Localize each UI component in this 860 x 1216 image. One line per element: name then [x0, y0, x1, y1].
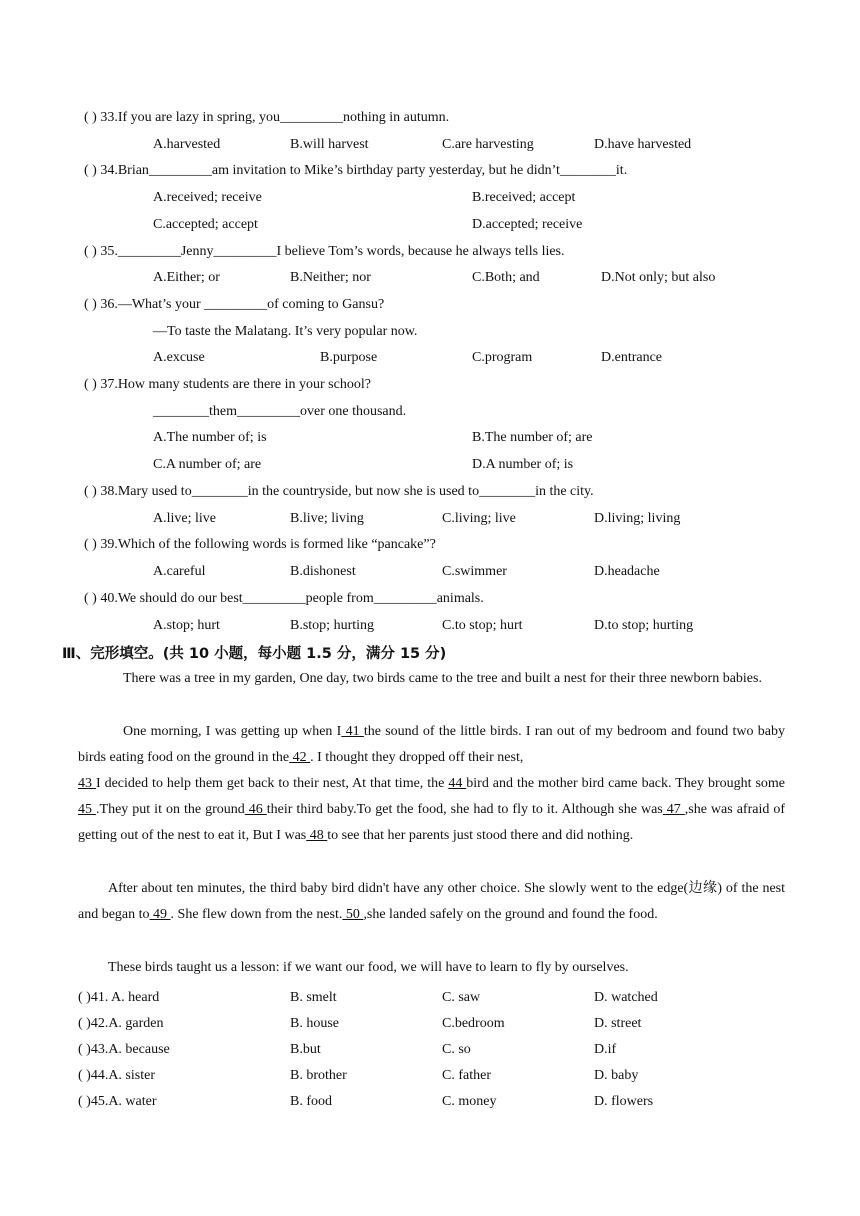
section-heading: Ⅲ、完形填空。(共 10 小题，每小题 1.5 分，满分 15 分)	[62, 646, 447, 662]
cloze-q45-opt-d: D. flowers	[594, 1094, 654, 1109]
cloze-q42-opt-c: C.bedroom	[442, 1016, 505, 1031]
q35-opt-c: C.Both; and	[472, 270, 540, 285]
q38-stem: ( ) 38.Mary used to________in the countryside, but now she is used to________in the city.	[84, 484, 594, 499]
q39-opt-a: A.careful	[153, 564, 206, 579]
q40-opt-c: C.to stop; hurt	[442, 618, 523, 633]
q34-opt-c: C.accepted; accept	[153, 217, 258, 232]
q40-opt-b: B.stop; hurting	[290, 618, 375, 633]
cloze-q44-stem: ( )44.A. sister	[78, 1068, 155, 1083]
q40-opt-a: A.stop; hurt	[153, 618, 220, 633]
q36-opt-d: D.entrance	[601, 350, 663, 365]
q33-opt-b: B.will harvest	[290, 137, 369, 152]
q39-opt-d: D.headache	[594, 564, 660, 579]
q39-opt-b: B.dishonest	[290, 564, 356, 579]
q37-opt-b: B.The number of; are	[472, 430, 593, 445]
cloze-q42-opt-b: B. house	[290, 1016, 339, 1031]
cloze-q45-stem: ( )45.A. water	[78, 1094, 157, 1109]
q36-opt-a: A.excuse	[153, 350, 205, 365]
q39-opt-c: C.swimmer	[442, 564, 507, 579]
blank-46: 46	[244, 802, 267, 817]
blank-45: 45	[78, 802, 97, 817]
cloze-q41-opt-c: C. saw	[442, 990, 481, 1005]
q33-opt-c: C.are harvesting	[442, 137, 534, 152]
passage-paragraph-1: There was a tree in my garden, One day, two birds came to the tree and built a nest for their three newborn babies.	[123, 671, 762, 686]
q34-opt-a: A.received; receive	[153, 190, 262, 205]
cloze-q43-opt-b: B.but	[290, 1042, 321, 1057]
q36-opt-b: B.purpose	[320, 350, 378, 365]
q36-stem: ( ) 36.—What’s your _________of coming to Gansu?	[84, 297, 385, 312]
cloze-q44-opt-d: D. baby	[594, 1068, 639, 1083]
q36-stem-2: —To taste the Malatang. It’s very popular now.	[153, 324, 418, 339]
q33-opt-a: A.harvested	[153, 137, 221, 152]
q36-opt-c: C.program	[472, 350, 533, 365]
q37-opt-a: A.The number of; is	[153, 430, 267, 445]
q35-opt-d: D.Not only; but also	[601, 270, 716, 285]
q37-stem-2: ________them_________over one thousand.	[153, 404, 407, 419]
blank-48: 48	[306, 828, 328, 843]
blank-44: 44	[448, 776, 467, 791]
q34-opt-b: B.received; accept	[472, 190, 576, 205]
q37-opt-c: C.A number of; are	[153, 457, 262, 472]
q33-opt-d: D.have harvested	[594, 137, 692, 152]
q38-opt-d: D.living; living	[594, 511, 681, 526]
blank-43: 43	[78, 776, 96, 791]
q35-opt-a: A.Either; or	[153, 270, 220, 285]
cloze-q44-opt-c: C. father	[442, 1068, 491, 1083]
q34-opt-d: D.accepted; receive	[472, 217, 583, 232]
blank-50: 50	[342, 907, 364, 922]
cloze-q45-opt-c: C. money	[442, 1094, 497, 1109]
q40-opt-d: D.to stop; hurting	[594, 618, 694, 633]
cloze-q43-opt-d: D.if	[594, 1042, 617, 1057]
cloze-q41-stem: ( )41. A. heard	[78, 990, 160, 1005]
q35-stem: ( ) 35._________Jenny_________I believe Tom’s words, because he always tells lies.	[84, 244, 565, 259]
cloze-q41-opt-b: B. smelt	[290, 990, 337, 1005]
q37-stem: ( ) 37.How many students are there in your school?	[84, 377, 371, 392]
q38-opt-b: B.live; living	[290, 511, 364, 526]
blank-41: 41	[341, 724, 364, 739]
q34-stem: ( ) 34.Brian_________am invitation to Mike’s birthday party yesterday, but he didn’t________it.	[84, 163, 628, 178]
cloze-q43-opt-c: C. so	[442, 1042, 471, 1057]
q40-stem: ( ) 40.We should do our best_________people from_________animals.	[84, 591, 484, 606]
passage-paragraph-4: These birds taught us a lesson: if we want our food, we will have to learn to fly by ourselves.	[108, 960, 629, 975]
blank-42: 42	[289, 750, 311, 765]
cloze-q45-opt-b: B. food	[290, 1094, 332, 1109]
q39-stem: ( ) 39.Which of the following words is formed like “pancake”?	[84, 537, 436, 552]
passage-paragraph-2: One morning, I was getting up when I 41 the sound of the little birds. I ran out of my bedroom and found two baby birds eating food on the ground in the 42 . I thought they dropped off their nest, 43 I decided to help them get back to their nest, At that time, the 44 bird and the mother bird came back. They brought some 45 .They put it on the ground 46 their third baby.To get the food, she had to fly to it. Although she was 47 ,she was afraid of getting out of the nest to eat it, But I was 48 to see that her parents just stood there and did nothing.	[78, 724, 786, 843]
q38-opt-c: C.living; live	[442, 511, 516, 526]
blank-49: 49	[149, 907, 171, 922]
passage-paragraph-3: After about ten minutes, the third baby bird didn't have any other choice. She slowly went to the edge(边缘) of the nest and began to 49 . She flew down from the nest. 50 ,she landed safely on the ground and found the food.	[78, 881, 785, 922]
cloze-q43-stem: ( )43.A. because	[78, 1042, 170, 1057]
cloze-q42-opt-d: D. street	[594, 1016, 642, 1031]
cloze-q44-opt-b: B. brother	[290, 1068, 347, 1083]
q38-opt-a: A.live; live	[153, 511, 216, 526]
q35-opt-b: B.Neither; nor	[290, 270, 371, 285]
q37-opt-d: D.A number of; is	[472, 457, 574, 472]
cloze-q42-stem: ( )42.A. garden	[78, 1016, 164, 1031]
q33-stem: ( ) 33.If you are lazy in spring, you_________nothing in autumn.	[84, 110, 450, 125]
blank-47: 47	[662, 802, 685, 817]
cloze-q41-opt-d: D. watched	[594, 990, 658, 1005]
